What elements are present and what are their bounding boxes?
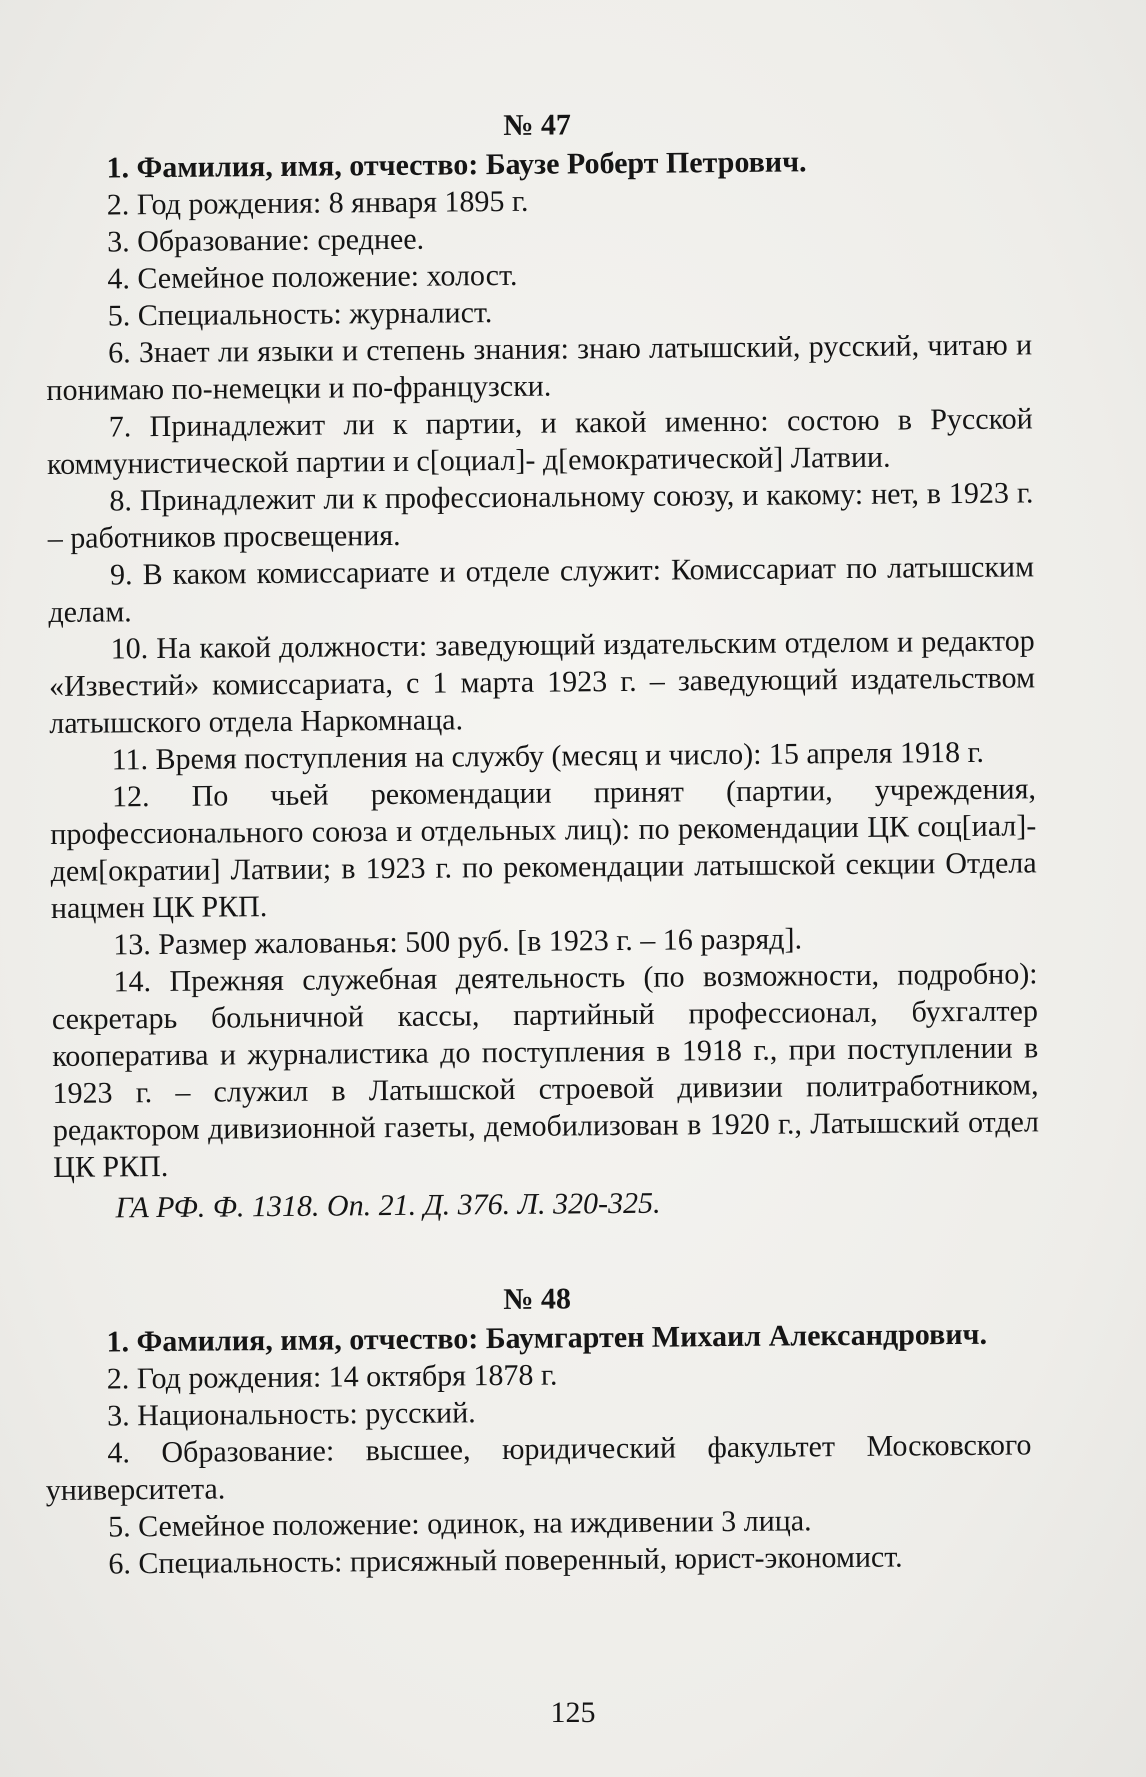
item-3-education: 3. Образование: среднее. (107, 222, 425, 259)
item-14-prior-activity: 14. Прежняя служебная деятельность (по возможности, подробно): секретарь больничной кассы, партийный профессионал, бухгалтер кооператива и журналистика до поступления в 1918 г., при поступлении в 1923 г. – служил в Латышской строевой дивизии политработником, редактором дивизионной газеты, демобилизован в 1920 г., Латышский отдел ЦК РКП. (51, 957, 1040, 1184)
item-5-family: 5. Семейное положение: одинок, на иждивении 3 лица. (107, 1504, 812, 1544)
document-number: № 47 (503, 108, 572, 142)
item-4-education: 4. Образование: высшее, юридический факультет Московского университета. (45, 1428, 1032, 1507)
item-13-salary: 13. Размер жалованья: 500 руб. [в 1923 г. – 16 разряд]. (113, 922, 803, 962)
item-9-commissariat: 9. В каком комиссариате и отделе служит: Комиссариат по латышским делам. (48, 550, 1035, 629)
item-1-name: 1. Фамилия, имя, отчество: Баумгартен Михаил Александрович. (106, 1317, 988, 1359)
item-5-specialty: 5. Специальность: журналист. (107, 296, 493, 333)
archive-source: ГА РФ. Ф. 1318. Оп. 21. Д. 376. Л. 320-325. (115, 1186, 661, 1225)
item-6-specialty: 6. Специальность: присяжный поверенный, юрист-экономист. (108, 1540, 903, 1581)
item-10-position: 10. На какой должности: заведующий издательским отделом и редактор «Известий» комиссариата, с 1 марта 1923 г. – заведующий издательством латышского отдела Наркомнаца. (48, 624, 1036, 740)
item-7-party: 7. Принадлежит ли к партии, и какой именно: состою в Русской коммунистической партии и с[оциал]- д[емократической] Латвии. (46, 402, 1033, 481)
item-11-start-date: 11. Время поступления на службу (месяц и число): 15 апреля 1918 г. (111, 735, 985, 777)
page-number: 125 (550, 1696, 596, 1729)
item-12-recommendation: 12. По чьей рекомендации принят (партии, учреждения, профессионального союза и отдельных лиц): по рекомендации ЦК соц[иал]-дем[ократии] Латвии; в 1923 г. по рекомендации латышской секции Отдела нацмен ЦК РКП. (50, 772, 1037, 925)
item-1-name: 1. Фамилия, имя, отчество: Баузе Роберт Петрович. (106, 145, 807, 185)
item-4-family: 4. Семейное положение: холост. (107, 258, 518, 296)
document-47 (44, 102, 1040, 1227)
document-48 (44, 1276, 1033, 1583)
document-number: № 48 (503, 1282, 572, 1316)
item-8-union: 8. Принадлежит ли к профессиональному союзу, и какому: нет, в 1923 г. – работников просвещения. (47, 476, 1034, 555)
item-2-birth: 2. Год рождения: 8 января 1895 г. (106, 184, 529, 222)
item-3-nationality: 3. Национальность: русский. (107, 1396, 476, 1433)
item-6-languages: 6. Знает ли языки и степень знания: знаю латышский, русский, читаю и понимаю по-немецки и по-французски. (46, 328, 1033, 407)
item-2-birth: 2. Год рождения: 14 октября 1878 г. (106, 1358, 558, 1396)
